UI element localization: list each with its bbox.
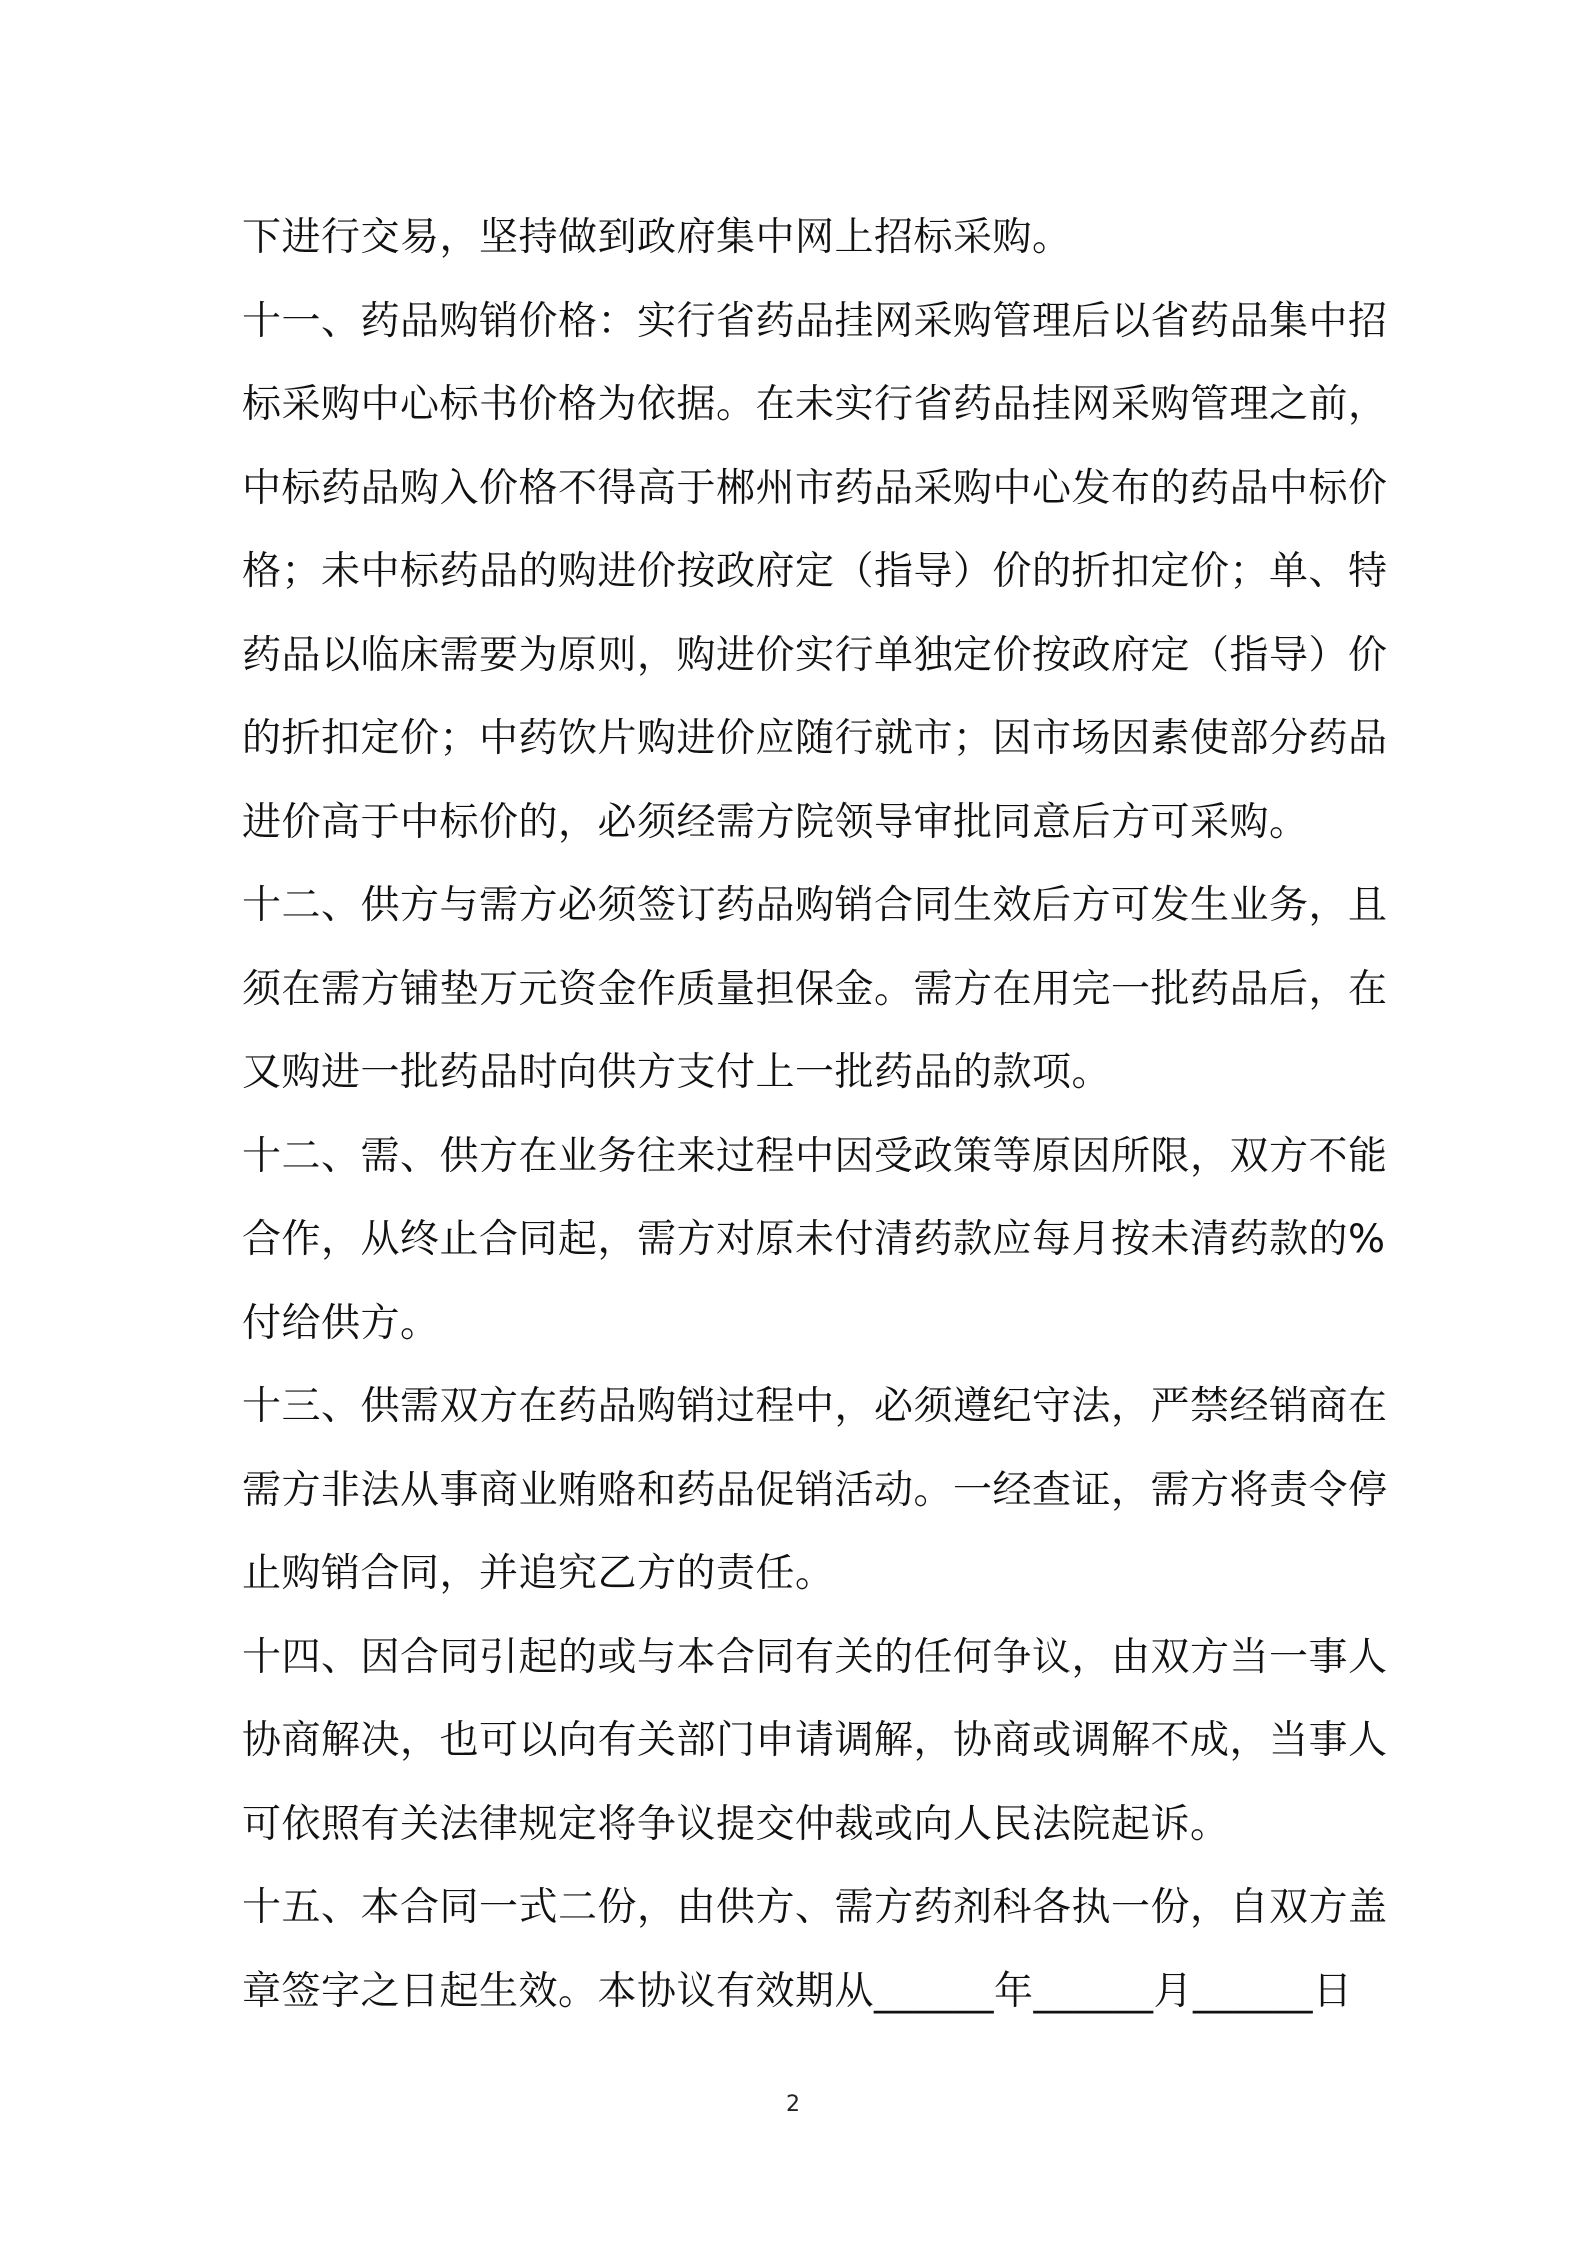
text-line: 十一、药品购销价格：实行省药品挂网采购管理后以省药品集中招 bbox=[242, 298, 1388, 344]
page-number: 2 bbox=[786, 2092, 800, 2117]
text-line: 标采购中心标书价格为依据。在未实行省药品挂网采购管理之前， bbox=[242, 382, 1388, 427]
text-line: 协商解决，也可以向有关部门申请调解，协商或调解不成，当事人 bbox=[242, 1718, 1388, 1763]
text-line: 下进行交易，坚持做到政府集中网上招标采购。 bbox=[242, 215, 1072, 260]
text-line: 需方非法从事商业贿赂和药品促销活动。一经查证，需方将责令停 bbox=[242, 1467, 1388, 1513]
text-line: 十三、供需双方在药品购销过程中，必须遵纪守法，严禁经销商在 bbox=[242, 1384, 1388, 1429]
text-line: 可依照有关法律规定将争议提交仲裁或向人民法院起诉。 bbox=[242, 1801, 1230, 1847]
text-line: 的折扣定价；中药饮片购进价应随行就市；因市场因素使部分药品 bbox=[242, 716, 1388, 761]
text-line: 进价高于中标价的，必须经需方院领导审批同意后方可采购。 bbox=[242, 799, 1309, 845]
text-line: 药品以临床需要为原则，购进价实行单独定价按政府定（指导）价 bbox=[242, 632, 1388, 678]
text-line: 十二、供方与需方必须签订药品购销合同生效后方可发生业务，且 bbox=[242, 883, 1388, 928]
text-line: 止购销合同，并追究乙方的责任。 bbox=[242, 1551, 835, 1596]
text-line: 章签字之日起生效。本协议有效期从______年______月______日 bbox=[242, 1968, 1353, 2014]
contract-text-body bbox=[242, 196, 1388, 2033]
text-line: 十四、因合同引起的或与本合同有关的任何争议，由双方当一事人 bbox=[242, 1634, 1388, 1680]
text-line: 中标药品购入价格不得高于郴州市药品采购中心发布的药品中标价 bbox=[242, 465, 1388, 511]
text-line: 须在需方铺垫万元资金作质量担保金。需方在用完一批药品后，在 bbox=[242, 966, 1388, 1012]
text-line: 格；未中标药品的购进价按政府定（指导）价的折扣定价；单、特 bbox=[242, 549, 1388, 594]
text-line: 付给供方。 bbox=[242, 1300, 440, 1346]
text-line: 十二、需、供方在业务往来过程中因受政策等原因所限，双方不能 bbox=[242, 1133, 1388, 1179]
text-line: 合作，从终止合同起，需方对原未付清药款应每月按未清药款的% bbox=[242, 1217, 1386, 1262]
text-line: 十五、本合同一式二份，由供方、需方药剂科各执一份，自双方盖 bbox=[242, 1885, 1388, 1930]
text-line: 又购进一批药品时向供方支付上一批药品的款项。 bbox=[242, 1050, 1112, 1095]
